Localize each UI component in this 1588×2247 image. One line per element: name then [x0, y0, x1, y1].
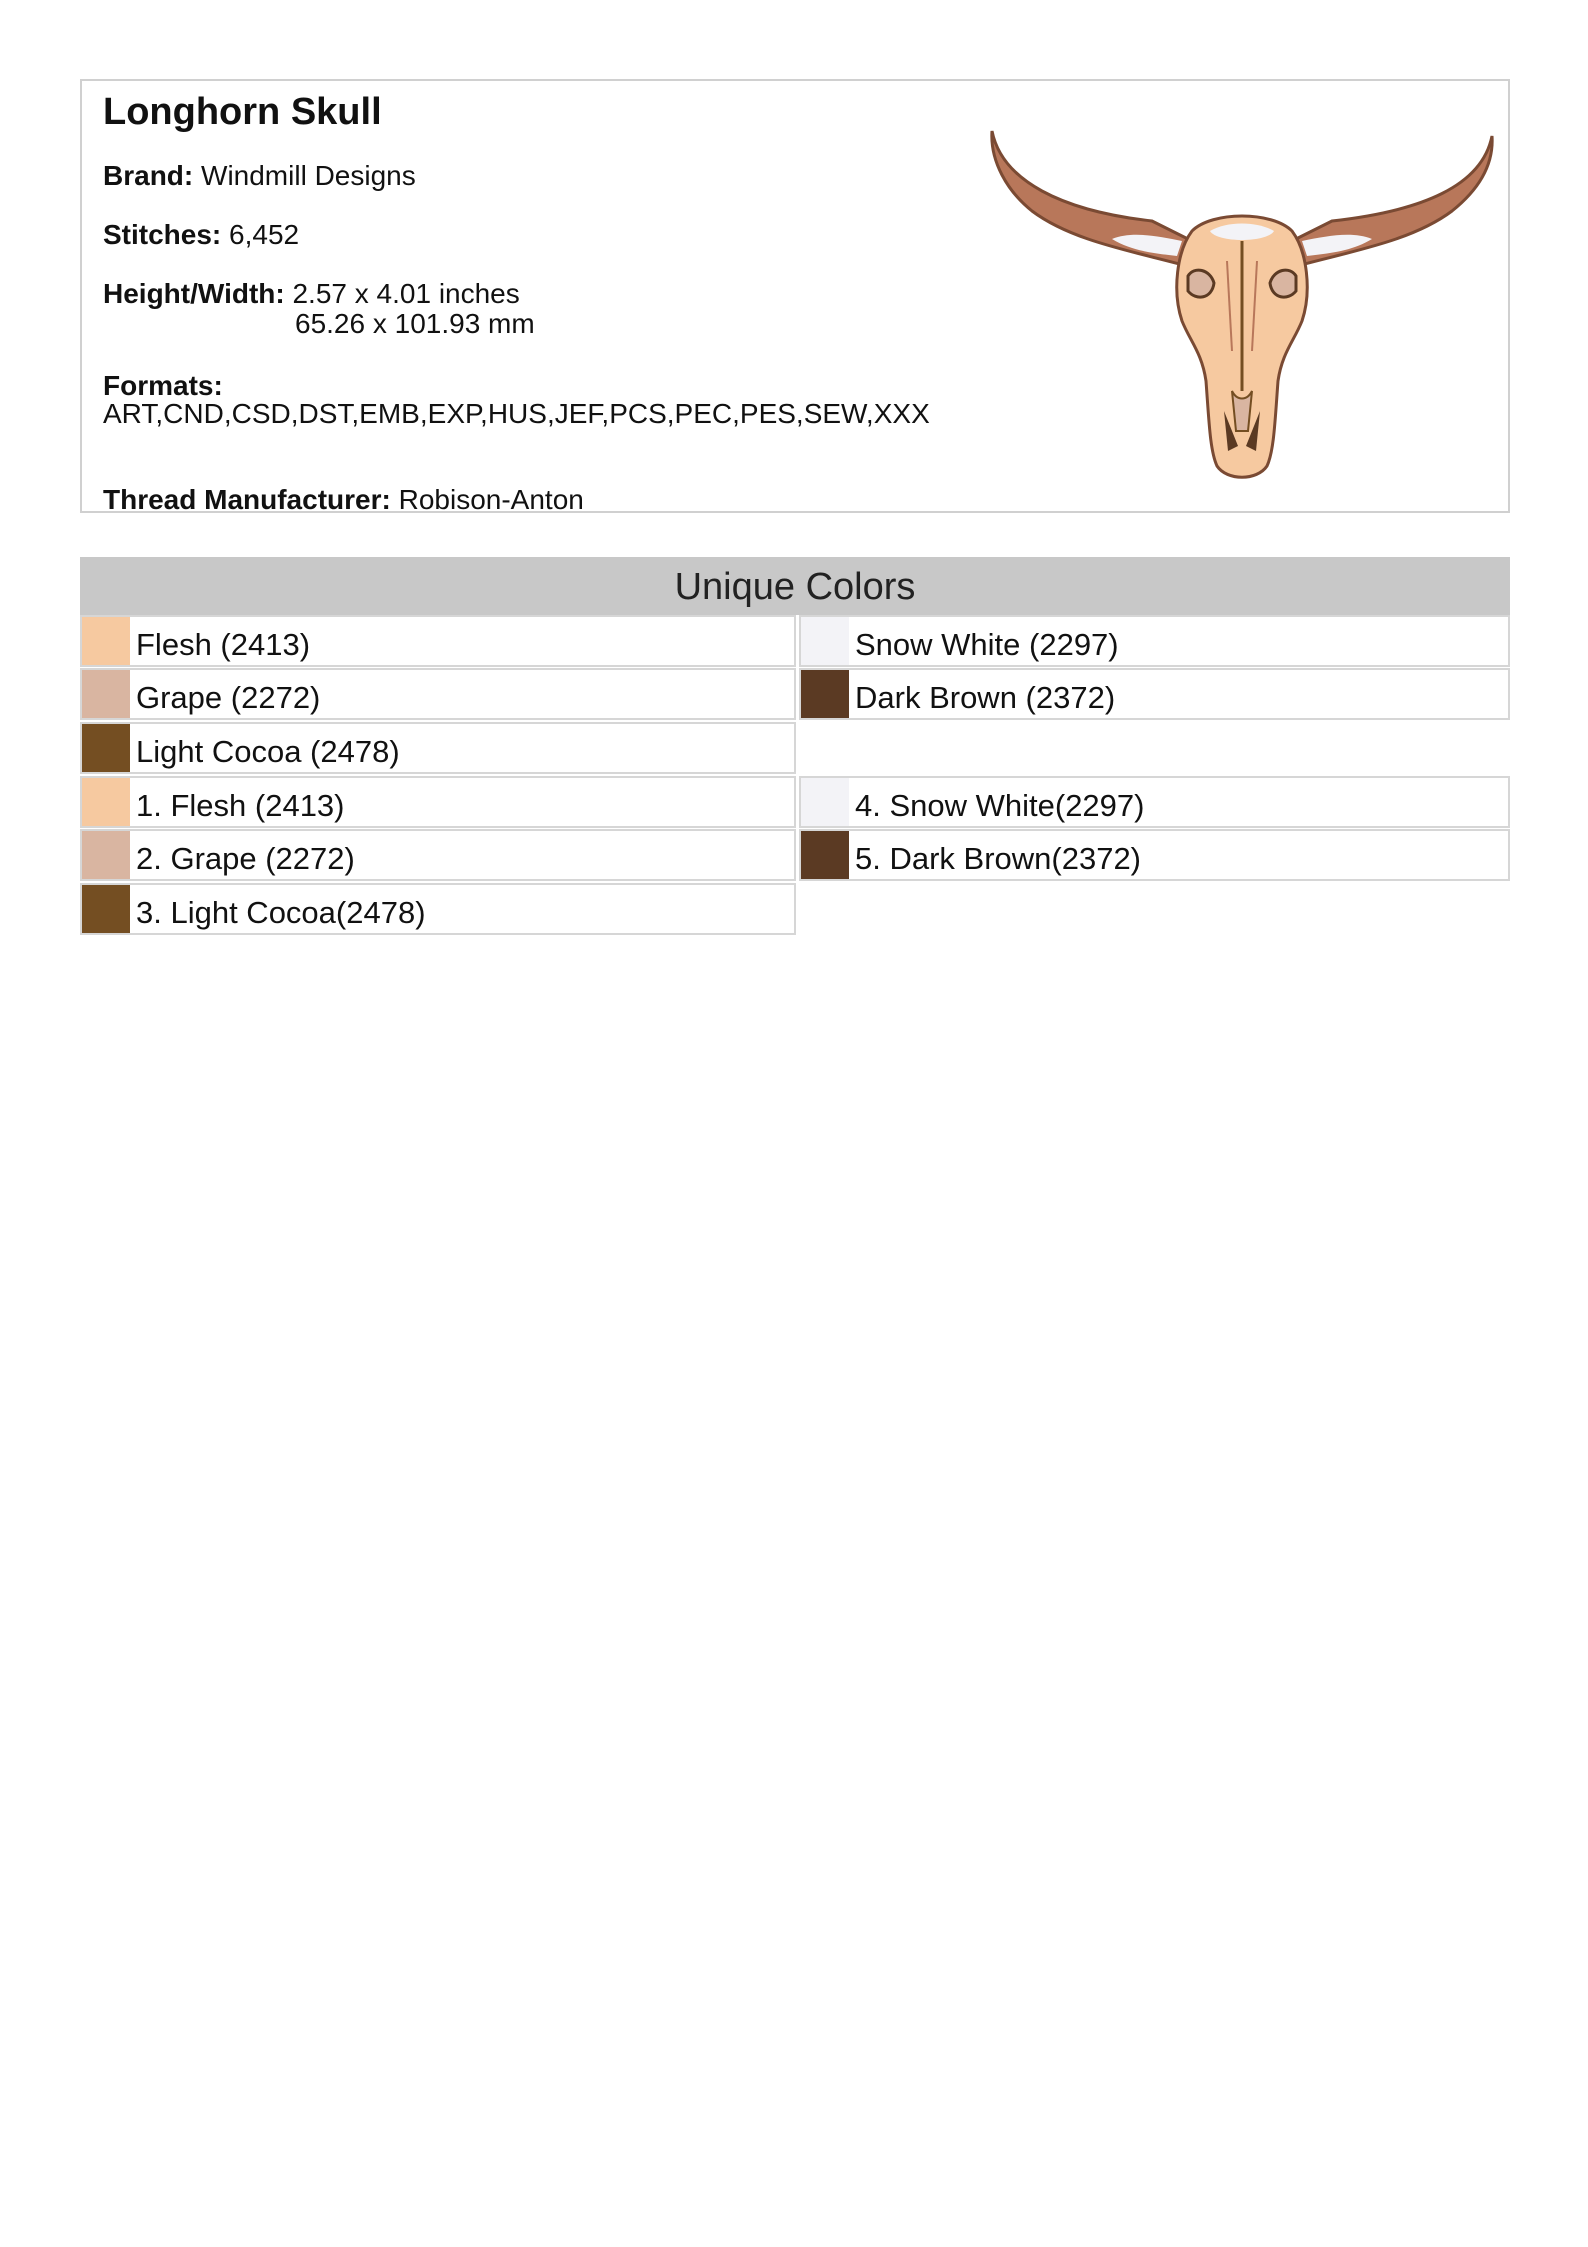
sequence-label: 5. Dark Brown(2372) [855, 841, 1142, 876]
stitches-field [103, 220, 299, 250]
thread-manufacturer-field [103, 485, 584, 515]
color-swatch [82, 885, 130, 933]
height-width-mm: 65.26 x 101.93 mm [295, 308, 535, 339]
color-swatch [82, 778, 130, 826]
sequence-row [80, 776, 796, 828]
stitches-label: Stitches: [103, 219, 222, 250]
sequence-row [799, 776, 1510, 828]
stitches-value: 6,452 [229, 219, 300, 250]
sequence-row [80, 829, 796, 881]
sequence-label: 2. Grape (2272) [136, 841, 355, 876]
color-swatch [82, 617, 130, 665]
color-label: Light Cocoa (2478) [136, 734, 400, 769]
brand-field [103, 161, 416, 191]
sequence-row [80, 883, 796, 935]
color-label: Flesh (2413) [136, 627, 311, 662]
height-width-label: Height/Width: [103, 278, 285, 309]
height-width-field [103, 279, 520, 309]
color-label: Dark Brown (2372) [855, 680, 1116, 715]
design-title: Longhorn Skull [103, 91, 382, 133]
color-label: Grape (2272) [136, 680, 321, 715]
color-swatch [801, 831, 849, 879]
color-row [80, 615, 796, 667]
color-swatch [801, 670, 849, 718]
color-swatch [801, 778, 849, 826]
height-width-inches: 2.57 x 4.01 inches [292, 278, 520, 309]
color-swatch [82, 670, 130, 718]
sequence-label: 3. Light Cocoa(2478) [136, 895, 426, 930]
sequence-label: 4. Snow White(2297) [855, 788, 1145, 823]
color-row [799, 615, 1510, 667]
longhorn-skull-image [982, 91, 1502, 491]
color-swatch [82, 831, 130, 879]
color-row [80, 668, 796, 720]
color-row [799, 668, 1510, 720]
thread-manufacturer-label: Thread Manufacturer: [103, 484, 391, 515]
color-label: Snow White (2297) [855, 627, 1119, 662]
sequence-row [799, 829, 1510, 881]
sequence-label: 1. Flesh (2413) [136, 788, 345, 823]
color-swatch [82, 724, 130, 772]
brand-value: Windmill Designs [201, 160, 416, 191]
formats-value: ART,CND,CSD,DST,EMB,EXP,HUS,JEF,PCS,PEC,PES,SEW,XXX [103, 398, 930, 429]
unique-colors-header: Unique Colors [80, 557, 1510, 615]
color-row [80, 722, 796, 774]
design-info-panel [80, 79, 1510, 513]
formats-label: Formats: [103, 370, 223, 401]
color-swatch [801, 617, 849, 665]
brand-label: Brand: [103, 160, 194, 191]
thread-manufacturer-value: Robison-Anton [398, 484, 584, 515]
